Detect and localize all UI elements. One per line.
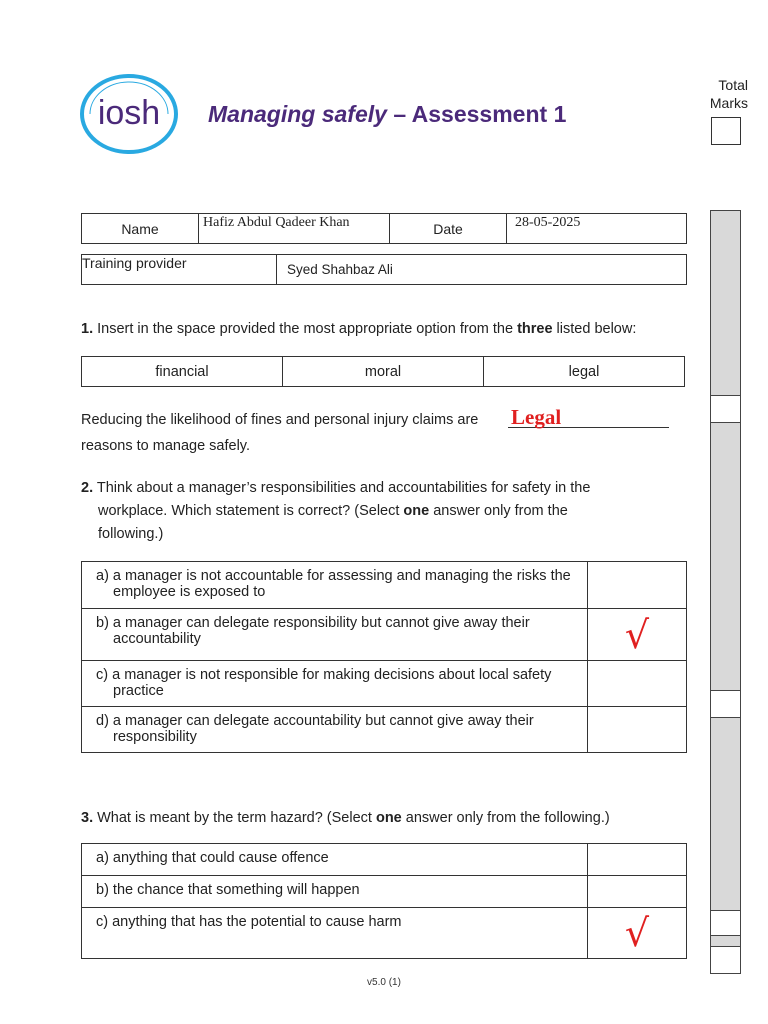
question-3-prompt: 3. What is meant by the term hazard? (Select one answer only from the following.) xyxy=(81,810,610,826)
q3-mark-a[interactable] xyxy=(588,844,687,876)
tick-mark: √ xyxy=(624,612,650,657)
iosh-logo xyxy=(80,74,178,154)
marking-cell[interactable] xyxy=(710,690,741,718)
total-marks-box[interactable] xyxy=(711,117,741,145)
provider-field[interactable]: Syed Shahbaz Ali xyxy=(277,255,687,285)
q2-option-a: a) a manager is not accountable for assessing and managing the risks the employee is exposed to xyxy=(82,562,588,609)
tick-mark: √ xyxy=(624,911,650,955)
q2-option-b: b) a manager can delegate responsibility but cannot give away their accountability xyxy=(82,609,588,661)
q2-mark-c[interactable] xyxy=(588,661,687,707)
marking-strip xyxy=(710,210,741,974)
option-moral: moral xyxy=(283,357,484,387)
date-label: Date xyxy=(390,214,507,244)
page-title: Managing safely – Assessment 1 xyxy=(208,101,567,127)
q2-mark-b[interactable] xyxy=(588,609,687,661)
question-1-prompt: 1. Insert in the space provided the most appropriate option from the three listed below: xyxy=(81,321,637,337)
question-2-prompt: 2. Think about a manager’s responsibilities and accountabilities for safety in the workplace. Which statement is correct? (Select one answer only from the following.) xyxy=(81,480,591,542)
q2-option-d: d) a manager can delegate accountability but cannot give away their responsibility xyxy=(82,707,588,753)
name-field[interactable]: Hafiz Abdul Qadeer Khan xyxy=(199,214,390,244)
version-footer: v5.0 (1) xyxy=(367,977,401,988)
details-table xyxy=(81,213,687,244)
provider-table xyxy=(81,254,687,285)
question-1-options xyxy=(81,356,685,387)
q2-mark-d[interactable] xyxy=(588,707,687,753)
question-1-sentence-start: Reducing the likelihood of fines and personal injury claims are xyxy=(81,412,479,428)
option-financial: financial xyxy=(82,357,283,387)
question-3-options xyxy=(81,843,687,959)
total-marks-label: Total Marks xyxy=(709,77,748,111)
question-2-options xyxy=(81,561,687,753)
question-1-sentence-end: reasons to manage safely. xyxy=(81,438,250,454)
q3-option-c: c) anything that has the potential to cause harm xyxy=(82,908,588,959)
q3-mark-c[interactable] xyxy=(588,908,687,959)
q3-option-a: a) anything that could cause offence xyxy=(82,844,588,876)
q2-mark-a[interactable] xyxy=(588,562,687,609)
logo-text: iosh xyxy=(97,94,161,132)
option-legal: legal xyxy=(484,357,685,387)
provider-label: Training provider xyxy=(82,255,277,285)
marking-cell[interactable] xyxy=(710,910,741,936)
question-1-answer: Legal xyxy=(511,405,562,429)
marking-cell[interactable] xyxy=(710,946,741,974)
date-field[interactable]: 28-05-2025 xyxy=(507,214,687,244)
q3-option-b: b) the chance that something will happen xyxy=(82,876,588,908)
q2-option-c: c) a manager is not responsible for making decisions about local safety practice xyxy=(82,661,588,707)
q3-mark-b[interactable] xyxy=(588,876,687,908)
marking-cell[interactable] xyxy=(710,395,741,423)
name-label: Name xyxy=(82,214,199,244)
